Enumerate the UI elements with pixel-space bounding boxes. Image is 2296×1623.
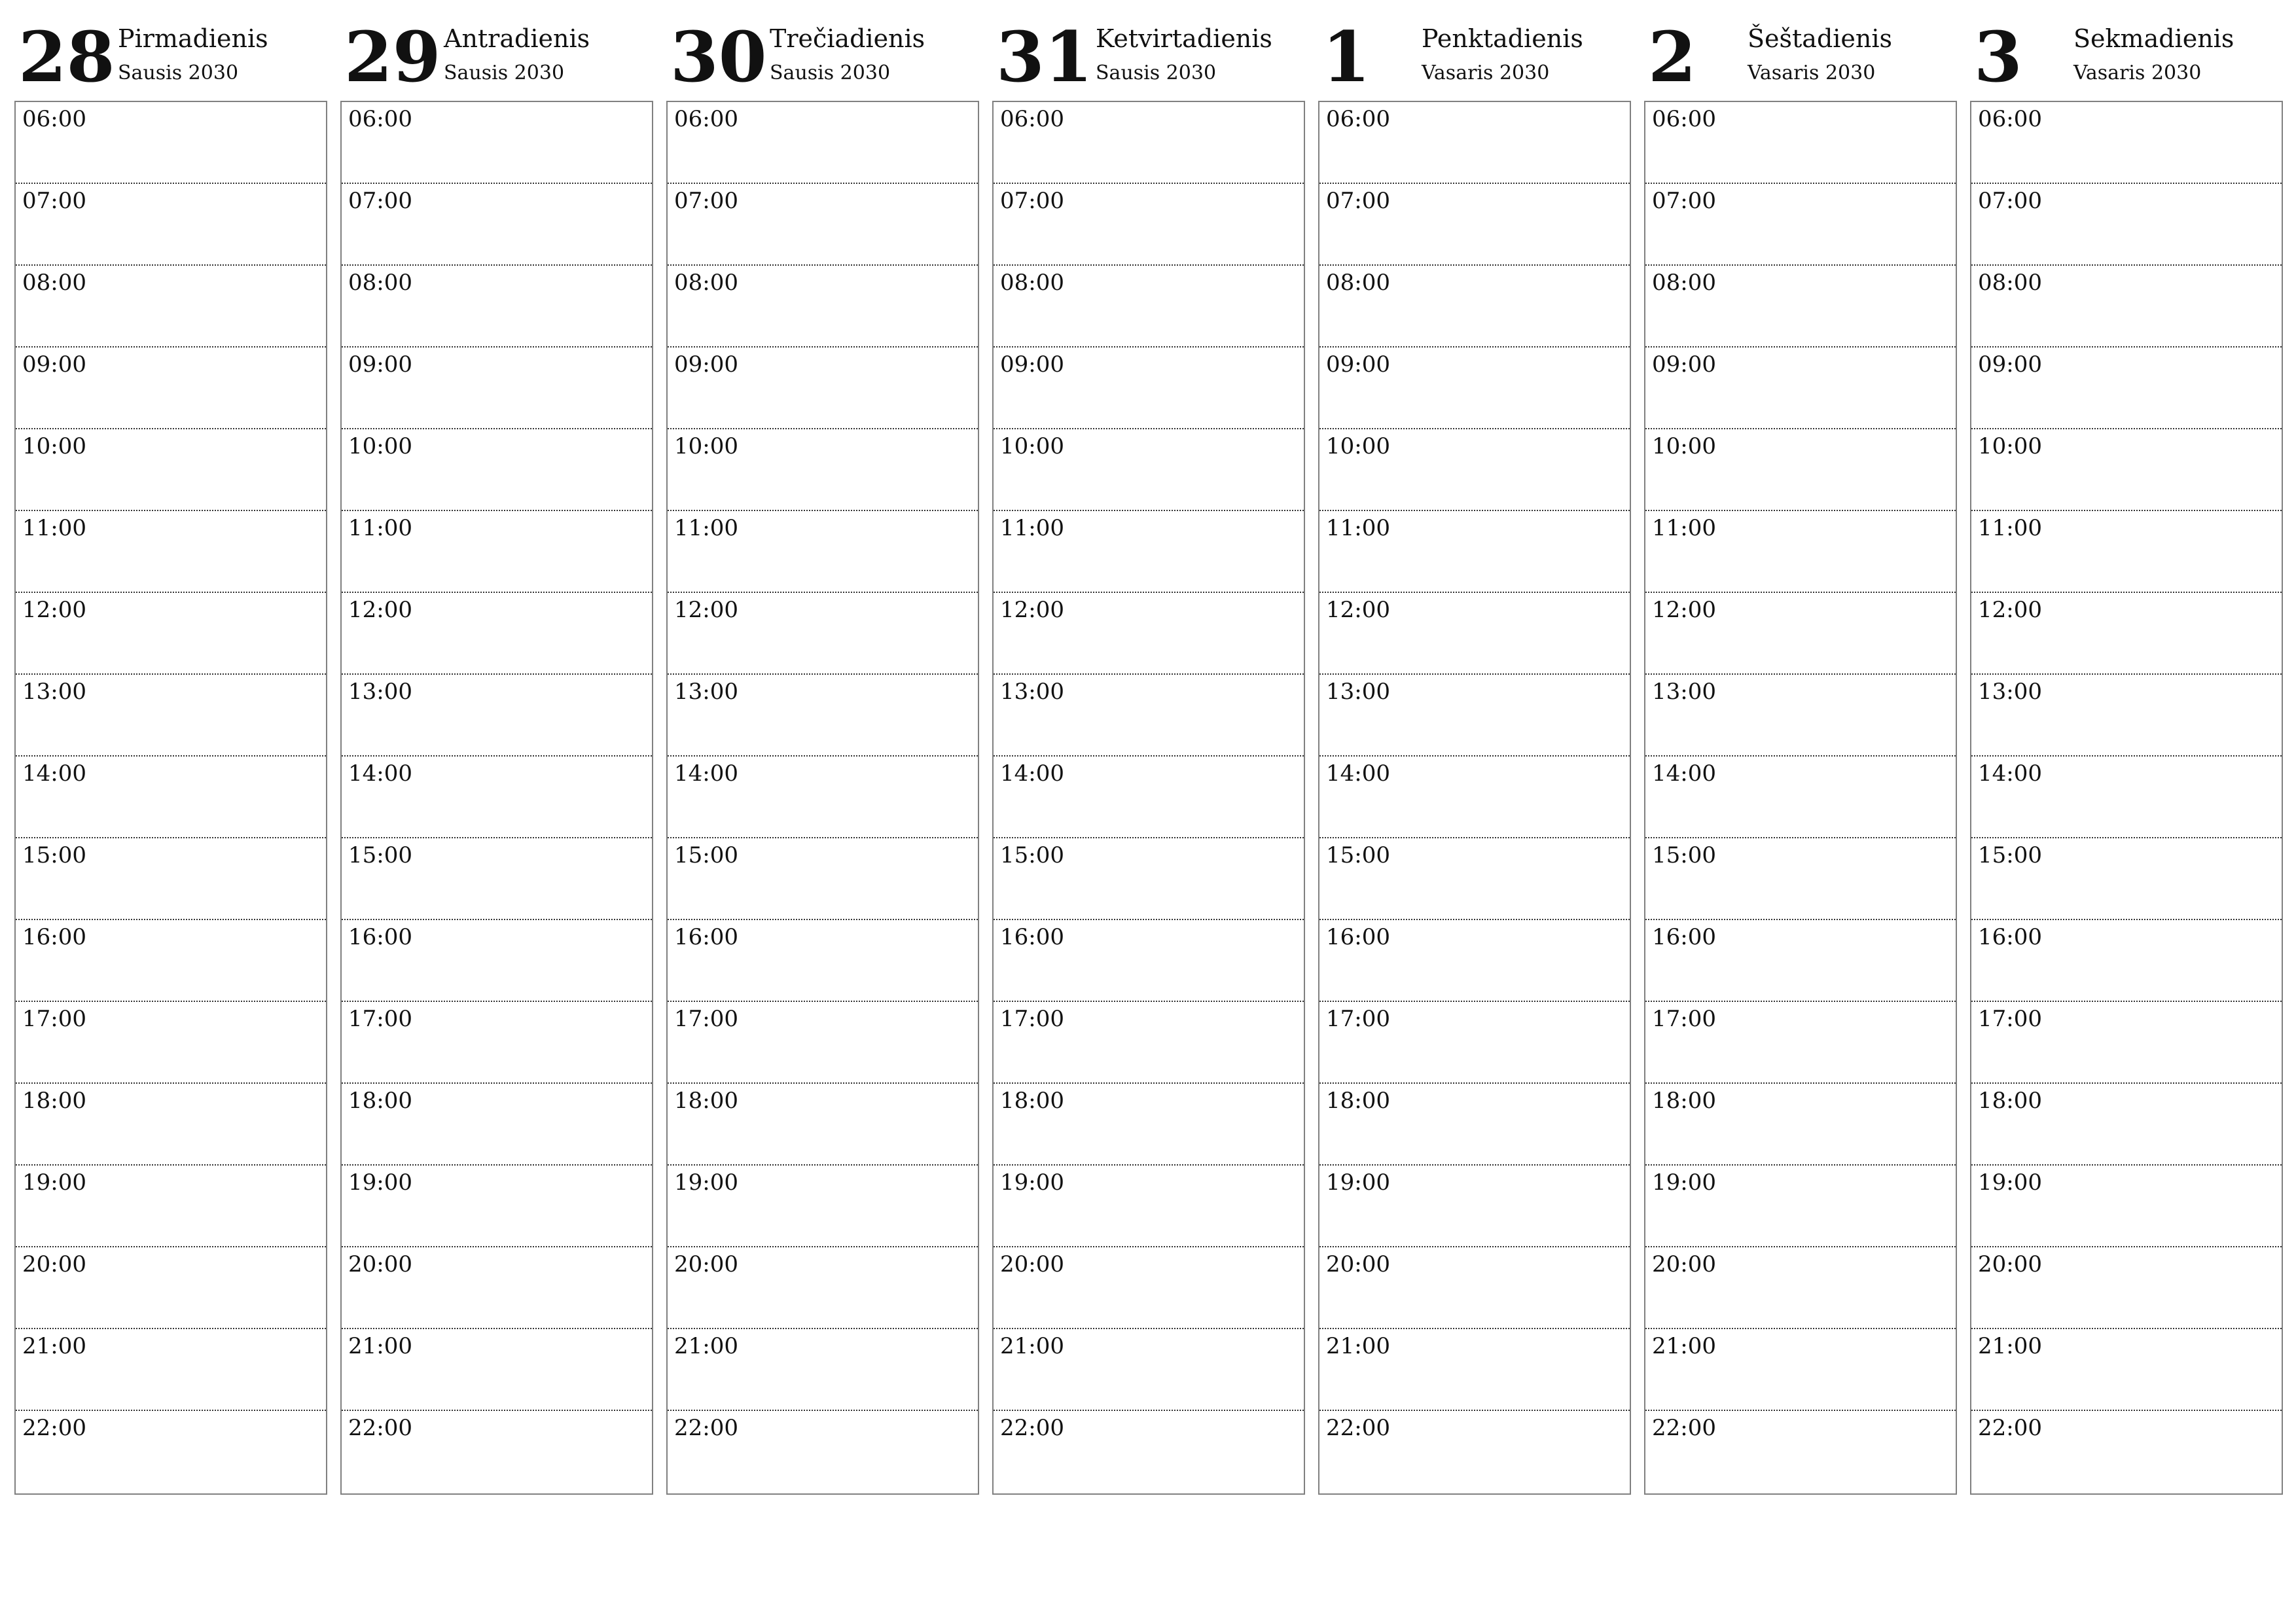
hour-label: 17:00 [1978, 1006, 2042, 1032]
hour-label: 20:00 [1652, 1251, 1716, 1277]
hour-slot[interactable] [16, 920, 326, 1002]
hour-label: 06:00 [1978, 106, 2042, 132]
hour-label: 15:00 [674, 842, 738, 868]
hour-label: 21:00 [1652, 1333, 1716, 1359]
hour-slot[interactable] [1319, 348, 1630, 429]
hour-slot[interactable] [1645, 757, 1956, 838]
hour-slot[interactable] [994, 1166, 1304, 1247]
hour-label: 22:00 [674, 1415, 738, 1441]
hour-label: 15:00 [348, 842, 412, 868]
hour-label: 08:00 [348, 270, 412, 296]
hour-label: 08:00 [22, 270, 86, 296]
hour-slot[interactable] [16, 675, 326, 757]
hour-slot[interactable] [1645, 920, 1956, 1002]
hour-label: 11:00 [1978, 515, 2042, 541]
hour-label: 09:00 [1978, 351, 2042, 378]
day-schedule-box [14, 101, 327, 1495]
hour-label: 21:00 [22, 1333, 86, 1359]
hour-label: 09:00 [22, 351, 86, 378]
hour-slot[interactable] [1971, 1002, 2282, 1084]
hour-label: 17:00 [1652, 1006, 1716, 1032]
day-header [1644, 18, 1957, 96]
hour-label: 09:00 [1652, 351, 1716, 378]
hour-slot[interactable] [1971, 675, 2282, 757]
hour-slot[interactable] [342, 348, 652, 429]
hour-slot[interactable] [342, 757, 652, 838]
hour-label: 14:00 [1652, 760, 1716, 787]
hour-label: 20:00 [674, 1251, 738, 1277]
hour-slot[interactable] [668, 429, 978, 511]
hour-label: 19:00 [1978, 1169, 2042, 1196]
hour-slot[interactable] [16, 266, 326, 348]
hour-label: 12:00 [1326, 597, 1390, 623]
hour-label: 21:00 [348, 1333, 412, 1359]
hour-label: 12:00 [674, 597, 738, 623]
hour-label: 15:00 [22, 842, 86, 868]
hour-label: 13:00 [1652, 679, 1716, 705]
hour-label: 15:00 [1000, 842, 1064, 868]
hour-label: 16:00 [1326, 924, 1390, 950]
hour-slot[interactable] [1319, 102, 1630, 184]
hour-label: 14:00 [348, 760, 412, 787]
hour-label: 20:00 [348, 1251, 412, 1277]
hour-slot[interactable] [1319, 1002, 1630, 1084]
hour-slot[interactable] [1971, 920, 2282, 1002]
hour-label: 12:00 [22, 597, 86, 623]
hour-slot[interactable] [994, 1329, 1304, 1411]
hour-label: 13:00 [1326, 679, 1390, 705]
hour-slot[interactable] [342, 511, 652, 593]
hour-slot[interactable] [342, 184, 652, 266]
hour-slot[interactable] [1971, 593, 2282, 675]
hour-label: 13:00 [1978, 679, 2042, 705]
hour-slot[interactable] [1319, 593, 1630, 675]
hour-label: 07:00 [1652, 188, 1716, 214]
hour-slot[interactable] [16, 757, 326, 838]
hour-label: 10:00 [1326, 433, 1390, 459]
day-schedule-box [1970, 101, 2283, 1495]
hour-label: 06:00 [1000, 106, 1064, 132]
hour-slot[interactable] [668, 266, 978, 348]
hour-slot[interactable] [1645, 1084, 1956, 1166]
hour-slot[interactable] [668, 675, 978, 757]
hour-slot[interactable] [668, 102, 978, 184]
hour-slot[interactable] [16, 511, 326, 593]
hour-slot[interactable] [1645, 429, 1956, 511]
hour-slot[interactable] [1971, 348, 2282, 429]
hour-slot[interactable] [16, 1002, 326, 1084]
hour-label: 11:00 [1326, 515, 1390, 541]
day-number: 1 [1322, 16, 1371, 98]
hour-label: 18:00 [1978, 1088, 2042, 1114]
hour-slot[interactable] [668, 511, 978, 593]
hour-slot[interactable] [16, 348, 326, 429]
hour-slot[interactable] [994, 1411, 1304, 1493]
day-header [992, 18, 1305, 96]
hour-label: 14:00 [1978, 760, 2042, 787]
hour-label: 07:00 [674, 188, 738, 214]
day-header [340, 18, 653, 96]
hour-label: 10:00 [1000, 433, 1064, 459]
hour-label: 18:00 [1652, 1088, 1716, 1114]
hour-slot[interactable] [994, 838, 1304, 920]
hour-slot[interactable] [1319, 1329, 1630, 1411]
hour-label: 14:00 [1326, 760, 1390, 787]
hour-label: 16:00 [674, 924, 738, 950]
hour-slot[interactable] [342, 1084, 652, 1166]
hour-label: 11:00 [1652, 515, 1716, 541]
hour-slot[interactable] [16, 1084, 326, 1166]
hour-slot[interactable] [994, 1002, 1304, 1084]
hour-slot[interactable] [1319, 511, 1630, 593]
hour-label: 07:00 [1326, 188, 1390, 214]
hour-slot[interactable] [342, 102, 652, 184]
day-schedule-box [1644, 101, 1957, 1495]
hour-label: 11:00 [348, 515, 412, 541]
month-year-label: Vasaris 2030 [1748, 62, 1876, 84]
hour-slot[interactable] [1645, 511, 1956, 593]
day-header [14, 18, 327, 96]
hour-label: 10:00 [674, 433, 738, 459]
hour-label: 12:00 [1652, 597, 1716, 623]
hour-label: 19:00 [1000, 1169, 1064, 1196]
hour-slot[interactable] [1645, 838, 1956, 920]
hour-slot[interactable] [342, 429, 652, 511]
weekday-name: Šeštadienis [1748, 24, 1893, 53]
hour-slot[interactable] [16, 429, 326, 511]
hour-label: 15:00 [1978, 842, 2042, 868]
hour-label: 10:00 [22, 433, 86, 459]
day-schedule-box [340, 101, 653, 1495]
hour-slot[interactable] [342, 1247, 652, 1329]
hour-slot[interactable] [1971, 1247, 2282, 1329]
weekday-name: Trečiadienis [770, 24, 925, 53]
hour-slot[interactable] [1645, 1411, 1956, 1493]
hour-slot[interactable] [16, 1329, 326, 1411]
hour-label: 06:00 [22, 106, 86, 132]
hour-label: 08:00 [1978, 270, 2042, 296]
hour-slot[interactable] [668, 838, 978, 920]
hour-slot[interactable] [1971, 1084, 2282, 1166]
hour-slot[interactable] [342, 1329, 652, 1411]
hour-label: 06:00 [1652, 106, 1716, 132]
weekday-name: Pirmadienis [118, 24, 268, 53]
weekly-planner [14, 0, 2295, 1623]
hour-slot[interactable] [994, 348, 1304, 429]
hour-slot[interactable] [1645, 675, 1956, 757]
hour-label: 12:00 [1000, 597, 1064, 623]
hour-slot[interactable] [342, 838, 652, 920]
hour-label: 20:00 [1326, 1251, 1390, 1277]
hour-label: 08:00 [1326, 270, 1390, 296]
hour-label: 19:00 [1652, 1169, 1716, 1196]
hour-slot[interactable] [1645, 1002, 1956, 1084]
hour-slot[interactable] [1971, 184, 2282, 266]
hour-label: 20:00 [1978, 1251, 2042, 1277]
hour-label: 07:00 [1978, 188, 2042, 214]
hour-slot[interactable] [668, 1084, 978, 1166]
hour-label: 13:00 [348, 679, 412, 705]
hour-slot[interactable] [1971, 266, 2282, 348]
hour-label: 15:00 [1326, 842, 1390, 868]
hour-slot[interactable] [16, 1411, 326, 1493]
hour-label: 08:00 [1652, 270, 1716, 296]
hour-slot[interactable] [668, 1247, 978, 1329]
hour-label: 21:00 [1326, 1333, 1390, 1359]
day-header [1318, 18, 1631, 96]
hour-label: 16:00 [1000, 924, 1064, 950]
hour-label: 07:00 [348, 188, 412, 214]
hour-label: 11:00 [674, 515, 738, 541]
hour-label: 11:00 [1000, 515, 1064, 541]
hour-slot[interactable] [668, 757, 978, 838]
hour-label: 22:00 [348, 1415, 412, 1441]
hour-label: 13:00 [674, 679, 738, 705]
month-year-label: Sausis 2030 [444, 62, 565, 84]
hour-label: 15:00 [1652, 842, 1716, 868]
hour-slot[interactable] [1971, 1329, 2282, 1411]
hour-slot[interactable] [1971, 1411, 2282, 1493]
hour-label: 09:00 [348, 351, 412, 378]
hour-label: 22:00 [1978, 1415, 2042, 1441]
hour-slot[interactable] [342, 675, 652, 757]
hour-label: 17:00 [22, 1006, 86, 1032]
hour-label: 18:00 [1326, 1088, 1390, 1114]
hour-slot[interactable] [668, 1002, 978, 1084]
hour-slot[interactable] [1319, 675, 1630, 757]
hour-slot[interactable] [1319, 1411, 1630, 1493]
day-header [1970, 18, 2283, 96]
hour-label: 22:00 [1000, 1415, 1064, 1441]
hour-label: 16:00 [1652, 924, 1716, 950]
hour-slot[interactable] [1645, 184, 1956, 266]
day-number: 28 [18, 16, 115, 98]
hour-slot[interactable] [994, 920, 1304, 1002]
hour-label: 09:00 [1326, 351, 1390, 378]
hour-label: 12:00 [348, 597, 412, 623]
hour-slot[interactable] [994, 1247, 1304, 1329]
hour-label: 19:00 [22, 1169, 86, 1196]
hour-slot[interactable] [16, 184, 326, 266]
hour-slot[interactable] [1319, 266, 1630, 348]
hour-label: 17:00 [1000, 1006, 1064, 1032]
hour-slot[interactable] [668, 1329, 978, 1411]
hour-label: 13:00 [22, 679, 86, 705]
hour-label: 14:00 [1000, 760, 1064, 787]
hour-label: 14:00 [22, 760, 86, 787]
hour-label: 14:00 [674, 760, 738, 787]
hour-label: 17:00 [348, 1006, 412, 1032]
hour-label: 06:00 [674, 106, 738, 132]
hour-label: 22:00 [22, 1415, 86, 1441]
hour-label: 08:00 [1000, 270, 1064, 296]
hour-slot[interactable] [342, 1411, 652, 1493]
hour-slot[interactable] [994, 266, 1304, 348]
hour-label: 16:00 [348, 924, 412, 950]
hour-label: 06:00 [348, 106, 412, 132]
hour-label: 18:00 [22, 1088, 86, 1114]
hour-slot[interactable] [16, 593, 326, 675]
day-schedule-box [1318, 101, 1631, 1495]
weekday-name: Penktadienis [1422, 24, 1583, 53]
hour-label: 17:00 [1326, 1006, 1390, 1032]
hour-slot[interactable] [1319, 429, 1630, 511]
hour-label: 10:00 [1652, 433, 1716, 459]
day-number: 29 [344, 16, 441, 98]
hour-label: 18:00 [1000, 1088, 1064, 1114]
hour-slot[interactable] [994, 675, 1304, 757]
hour-label: 21:00 [1978, 1333, 2042, 1359]
hour-label: 09:00 [1000, 351, 1064, 378]
hour-slot[interactable] [668, 1166, 978, 1247]
hour-slot[interactable] [342, 1002, 652, 1084]
hour-label: 18:00 [348, 1088, 412, 1114]
month-year-label: Sausis 2030 [1096, 62, 1217, 84]
day-schedule-box [666, 101, 979, 1495]
hour-label: 22:00 [1652, 1415, 1716, 1441]
hour-slot[interactable] [668, 920, 978, 1002]
hour-label: 22:00 [1326, 1415, 1390, 1441]
hour-slot[interactable] [1645, 1166, 1956, 1247]
day-number: 3 [1974, 16, 2022, 98]
hour-slot[interactable] [1645, 102, 1956, 184]
hour-slot[interactable] [994, 511, 1304, 593]
hour-slot[interactable] [342, 266, 652, 348]
month-year-label: Sausis 2030 [770, 62, 891, 84]
hour-label: 19:00 [1326, 1169, 1390, 1196]
hour-label: 08:00 [674, 270, 738, 296]
day-number: 30 [670, 16, 767, 98]
hour-slot[interactable] [994, 102, 1304, 184]
month-year-label: Sausis 2030 [118, 62, 239, 84]
hour-label: 19:00 [674, 1169, 738, 1196]
day-number: 31 [996, 16, 1093, 98]
hour-slot[interactable] [994, 429, 1304, 511]
hour-slot[interactable] [668, 593, 978, 675]
hour-slot[interactable] [1319, 757, 1630, 838]
hour-slot[interactable] [1319, 1247, 1630, 1329]
hour-slot[interactable] [994, 593, 1304, 675]
hour-slot[interactable] [1319, 1166, 1630, 1247]
hour-label: 11:00 [22, 515, 86, 541]
weekday-name: Ketvirtadienis [1096, 24, 1272, 53]
hour-slot[interactable] [1645, 593, 1956, 675]
hour-label: 20:00 [22, 1251, 86, 1277]
hour-slot[interactable] [1645, 1329, 1956, 1411]
hour-slot[interactable] [668, 1411, 978, 1493]
hour-slot[interactable] [1971, 1166, 2282, 1247]
day-schedule-box [992, 101, 1305, 1495]
hour-slot[interactable] [668, 348, 978, 429]
day-header [666, 18, 979, 96]
hour-slot[interactable] [994, 757, 1304, 838]
hour-label: 16:00 [1978, 924, 2042, 950]
hour-label: 18:00 [674, 1088, 738, 1114]
hour-slot[interactable] [342, 1166, 652, 1247]
hour-slot[interactable] [1645, 1247, 1956, 1329]
hour-label: 21:00 [1000, 1333, 1064, 1359]
hour-slot[interactable] [994, 1084, 1304, 1166]
hour-slot[interactable] [1319, 920, 1630, 1002]
hour-label: 16:00 [22, 924, 86, 950]
weekday-name: Antradienis [444, 24, 590, 53]
weekday-name: Sekmadienis [2073, 24, 2234, 53]
hour-slot[interactable] [342, 593, 652, 675]
hour-label: 21:00 [674, 1333, 738, 1359]
hour-label: 19:00 [348, 1169, 412, 1196]
month-year-label: Vasaris 2030 [1422, 62, 1550, 84]
hour-label: 12:00 [1978, 597, 2042, 623]
hour-label: 20:00 [1000, 1251, 1064, 1277]
hour-label: 13:00 [1000, 679, 1064, 705]
hour-slot[interactable] [1971, 429, 2282, 511]
hour-slot[interactable] [668, 184, 978, 266]
hour-slot[interactable] [1645, 266, 1956, 348]
hour-slot[interactable] [342, 920, 652, 1002]
hour-label: 10:00 [348, 433, 412, 459]
hour-slot[interactable] [1971, 757, 2282, 838]
hour-label: 10:00 [1978, 433, 2042, 459]
hour-label: 07:00 [1000, 188, 1064, 214]
hour-slot[interactable] [1319, 1084, 1630, 1166]
hour-slot[interactable] [994, 184, 1304, 266]
hour-label: 06:00 [1326, 106, 1390, 132]
hour-label: 17:00 [674, 1006, 738, 1032]
hour-slot[interactable] [1319, 838, 1630, 920]
hour-slot[interactable] [16, 1247, 326, 1329]
hour-label: 07:00 [22, 188, 86, 214]
hour-slot[interactable] [16, 838, 326, 920]
hour-slot[interactable] [16, 1166, 326, 1247]
month-year-label: Vasaris 2030 [2073, 62, 2202, 84]
hour-slot[interactable] [1319, 184, 1630, 266]
hour-slot[interactable] [1971, 102, 2282, 184]
hour-slot[interactable] [1645, 348, 1956, 429]
hour-label: 09:00 [674, 351, 738, 378]
hour-slot[interactable] [16, 102, 326, 184]
day-number: 2 [1648, 16, 1696, 98]
hour-slot[interactable] [1971, 838, 2282, 920]
hour-slot[interactable] [1971, 511, 2282, 593]
